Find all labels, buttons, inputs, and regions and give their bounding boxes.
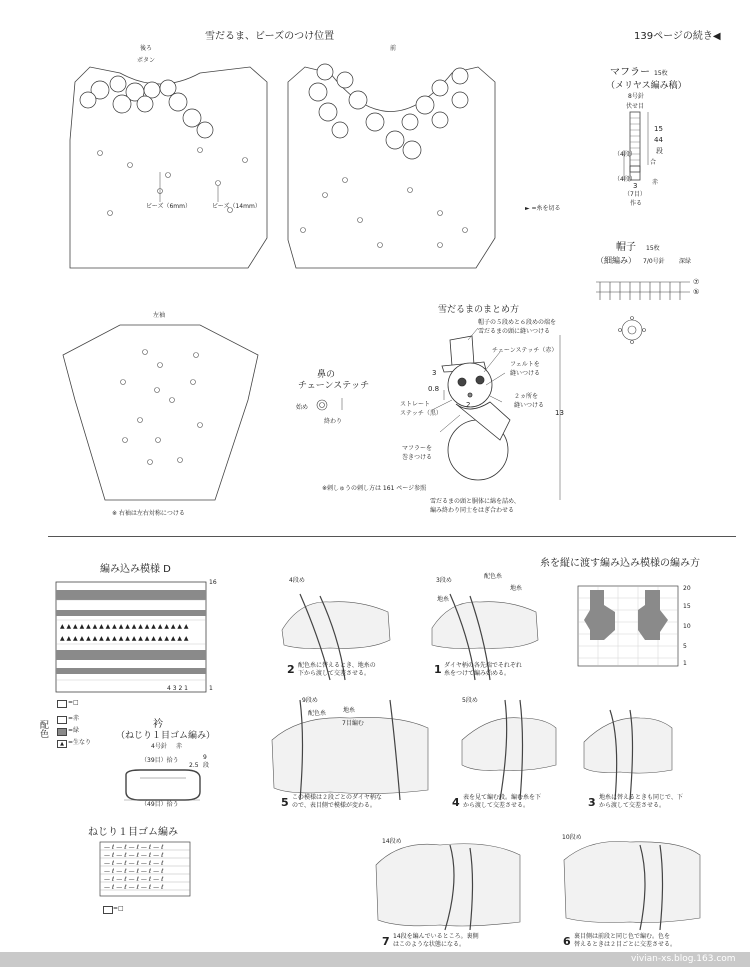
float-axis-5: 5 xyxy=(683,643,687,650)
muffler-stitches: 3 xyxy=(633,182,638,190)
muffler-ref-rows: （4段） xyxy=(614,151,636,158)
hat-needle: 7/0号針 xyxy=(643,258,665,265)
muffler-bind-off: 伏せ目 xyxy=(626,103,645,110)
step-6-number: 6 xyxy=(563,935,571,948)
hat-row-7: ⑦ xyxy=(693,278,700,286)
nose-end: 終わり xyxy=(324,418,343,425)
svg-text:— ℓ — ℓ — ℓ — ℓ — ℓ: — ℓ — ℓ — ℓ — ℓ — ℓ xyxy=(104,860,164,867)
pattern-d-row-1: 1 xyxy=(209,685,213,692)
collar-needle: 4号針 xyxy=(151,743,167,750)
step-7-text-1: 14段を編んでいるところ。裏側 xyxy=(393,933,479,940)
collar-title: 衿 xyxy=(153,719,163,730)
legend-swatch-natural: ▲ xyxy=(57,740,67,748)
collar-rows: 9 xyxy=(203,754,207,761)
assembly-chain: チェーンステッチ（赤） xyxy=(492,347,558,354)
step-1-label-c: 地糸 xyxy=(437,596,450,603)
step-4-row: 5段め xyxy=(462,697,478,704)
pattern-d-title: 編み込み模様 D xyxy=(100,564,171,575)
step-6-text-2: 替えるときは２目ごとに交差させる。 xyxy=(574,941,677,948)
float-axis-1: 1 xyxy=(683,660,687,667)
rib-key: =□ xyxy=(113,905,124,912)
assembly-two-2: 縫いつける xyxy=(514,402,545,409)
step-4-text-2: から渡して交差させる。 xyxy=(463,802,530,809)
bead-6mm-label: ビーズ（6mm） xyxy=(146,203,191,210)
step-5-number: 5 xyxy=(281,796,289,809)
nose-start: 始め xyxy=(296,404,309,411)
legend-green: =緑 xyxy=(68,727,80,734)
muffler-cast-on-b: 作る xyxy=(630,200,643,207)
rib-title: ねじり１目ゴム編み xyxy=(88,827,178,838)
step-4-text-1: 表を見て編む段。編む糸を下 xyxy=(463,794,542,801)
svg-text:— ℓ — ℓ — ℓ — ℓ — ℓ: — ℓ — ℓ — ℓ — ℓ — ℓ xyxy=(104,884,164,891)
hat-subtitle: （細編み） xyxy=(596,256,636,265)
step-6-row: 10段め xyxy=(562,834,582,841)
assembly-hat-note-2: 雪だるまの頭に縫いつける xyxy=(478,328,551,335)
float-method-title: 糸を縦に渡す編み込み模様の編み方 xyxy=(540,558,700,569)
nose-title-2: チェーンステッチ xyxy=(298,381,370,391)
float-axis-10: 10 xyxy=(683,623,691,630)
legend-natural: =生なり xyxy=(68,739,92,746)
assembly-muffler-2: 巻きつける xyxy=(402,454,433,461)
dim-3: 3 xyxy=(432,369,437,377)
page-title: 雪だるま、ビーズのつけ位置 xyxy=(205,31,335,42)
svg-text:— ℓ — ℓ — ℓ — ℓ — ℓ: — ℓ — ℓ — ℓ — ℓ — ℓ xyxy=(104,876,164,883)
cut-thread-legend: ► =糸を切る xyxy=(525,205,561,212)
assembly-stuff-1: 雪だるまの頭と胴体に綿を詰め、 xyxy=(430,498,520,505)
step-7-text-2: はこのような状態になる。 xyxy=(393,941,466,948)
step-6-text-1: 裏目側は前段と同じ色で編む。色を xyxy=(574,933,671,940)
step-3-text-1: 地糸に替えるときも同じで、下 xyxy=(599,794,683,801)
pattern-d-key: =□ xyxy=(68,699,79,706)
step-1-row: 3段め xyxy=(436,577,452,584)
collar-height: 2.5 xyxy=(189,762,199,769)
muffler-rows: 44 xyxy=(654,136,663,144)
muffler-needle: 8号針 xyxy=(628,93,644,100)
float-axis-20: 20 xyxy=(683,585,691,592)
back-label: 後ろ xyxy=(140,45,153,52)
step-7-swatch xyxy=(376,844,520,926)
muffler-subtitle: （メリヤス編み稿） xyxy=(606,81,687,91)
step-1-label-a: 配色糸 xyxy=(484,573,503,580)
step-5-text-1: この模様は２段ごとのダイヤ柄な xyxy=(292,794,382,801)
muffler-title: マフラー xyxy=(610,67,650,78)
dim-13: 13 xyxy=(555,409,564,417)
step-3-number: 3 xyxy=(588,796,596,809)
step-5-label-b: 地糸 xyxy=(343,707,356,714)
step-7-row: 14段め xyxy=(382,838,402,845)
dim-0-8: 0.8 xyxy=(428,385,440,393)
collar-rows-unit: 段 xyxy=(203,762,210,769)
assembly-hat-note-1: 帽子の５段めと６段めの端を xyxy=(478,319,557,326)
pattern-d-footer-nums: 4 3 2 1 xyxy=(167,685,188,692)
footer-site[interactable]: vivian-xs.blog.163.com xyxy=(631,954,736,964)
continued-note: 139ページの続き◀ xyxy=(634,31,721,42)
svg-text:— ℓ — ℓ — ℓ — ℓ — ℓ: — ℓ — ℓ — ℓ — ℓ — ℓ xyxy=(104,852,164,859)
dim-2: 2 xyxy=(466,401,471,409)
collar-top-count: （39目）拾う xyxy=(141,757,179,764)
step-2-row: 4段め xyxy=(289,577,305,584)
assembly-muffler-1: マフラーを xyxy=(402,445,433,452)
muffler-length: 15 xyxy=(654,125,663,133)
step-5-label-c: 7目編む xyxy=(342,720,364,727)
step-4-swatch xyxy=(462,718,556,771)
step-2-swatch xyxy=(282,602,390,649)
assembly-felt-2: 縫いつける xyxy=(510,370,541,377)
hat-row-5: ⑤ xyxy=(693,288,700,296)
legend-title: 配色 xyxy=(40,721,50,740)
collar-bottom-count: （49目）拾う xyxy=(141,801,179,808)
step-5-swatch xyxy=(272,717,428,793)
right-sleeve-note: ※ 右袖は左右対称につける xyxy=(112,510,185,517)
assembly-two-1: ２ヵ所を xyxy=(514,393,539,400)
muffler-count: 15枚 xyxy=(654,70,668,77)
svg-text:▲ ▲ ▲ ▲ ▲ ▲ ▲ ▲ ▲ ▲ ▲ ▲ ▲ ▲ ▲: ▲ ▲ ▲ ▲ ▲ ▲ ▲ ▲ ▲ ▲ ▲ ▲ ▲ ▲ ▲ ▲ ▲ ▲ ▲ ▲ xyxy=(60,623,189,630)
step-2-text-2: 下から渡して交差させる。 xyxy=(298,670,371,677)
svg-text:▲ ▲ ▲ ▲ ▲ ▲ ▲ ▲ ▲ ▲ ▲ ▲ ▲ ▲ ▲: ▲ ▲ ▲ ▲ ▲ ▲ ▲ ▲ ▲ ▲ ▲ ▲ ▲ ▲ ▲ ▲ ▲ ▲ ▲ ▲ xyxy=(60,635,189,642)
svg-text:— ℓ — ℓ — ℓ — ℓ — ℓ: — ℓ — ℓ — ℓ — ℓ — ℓ xyxy=(104,868,164,875)
step-1-swatch xyxy=(432,602,538,649)
step-6-swatch xyxy=(564,841,700,922)
button-label: ボタン xyxy=(137,57,156,64)
step-4-number: 4 xyxy=(452,796,460,809)
step-7-number: 7 xyxy=(382,935,390,948)
hat-title: 帽子 xyxy=(616,242,636,253)
muffler-cast-on: （7目） xyxy=(624,191,646,198)
left-sleeve-label: 左袖 xyxy=(153,312,166,319)
assembly-title: 雪だるまのまとめ方 xyxy=(438,305,520,315)
step-1-number: 1 xyxy=(434,663,442,676)
nose-title-1: 鼻の xyxy=(317,370,336,380)
step-3-text-2: から渡して交差させる。 xyxy=(599,802,666,809)
collar-subtitle: （ねじり１目ゴム編み） xyxy=(116,731,216,741)
hat-color: 深緑 xyxy=(679,258,692,265)
collar-color: 赤 xyxy=(176,743,183,750)
step-5-text-2: ので、表目側で模様が変わる。 xyxy=(292,802,376,809)
assembly-straight-2: ステッチ（黒） xyxy=(400,410,442,417)
assembly-straight-1: ストレート xyxy=(400,401,431,408)
front-label: 前 xyxy=(390,45,397,52)
legend-red: =赤 xyxy=(68,715,80,722)
step-3-swatch xyxy=(584,718,672,773)
step-2-text-1: 配色糸に替えるとき、地糸の xyxy=(298,662,376,669)
muffler-red: 赤 xyxy=(652,179,659,186)
step-5-row: 9段め xyxy=(302,697,318,704)
step-5-label-a: 配色糸 xyxy=(308,710,327,717)
muffler-together: 合 xyxy=(650,159,657,166)
step-1-text-2: 糸をつけて編み始める。 xyxy=(444,670,511,677)
muffler-rows-unit: 段 xyxy=(656,147,663,155)
bead-14mm-label: ビーズ（14mm） xyxy=(212,203,261,210)
embroidery-note: ※刺しゅうの刺し方は 161 ページ参照 xyxy=(322,485,427,492)
assembly-stuff-2: 編み終わり同士をはぎ合わせる xyxy=(430,507,515,514)
step-1-label-b: 地糸 xyxy=(510,585,523,592)
step-1-text-1: ダイヤ柄の各先端でそれぞれ xyxy=(444,662,522,669)
step-2-number: 2 xyxy=(287,663,295,676)
muffler-ref-rows-b: （4段） xyxy=(614,176,636,183)
assembly-felt-1: フェルトを xyxy=(510,361,540,368)
pattern-d-row-16: 16 xyxy=(209,579,217,586)
hat-count: 15枚 xyxy=(646,245,660,252)
svg-text:— ℓ — ℓ — ℓ — ℓ — ℓ: — ℓ — ℓ — ℓ — ℓ — ℓ xyxy=(104,844,164,851)
float-axis-15: 15 xyxy=(683,603,691,610)
